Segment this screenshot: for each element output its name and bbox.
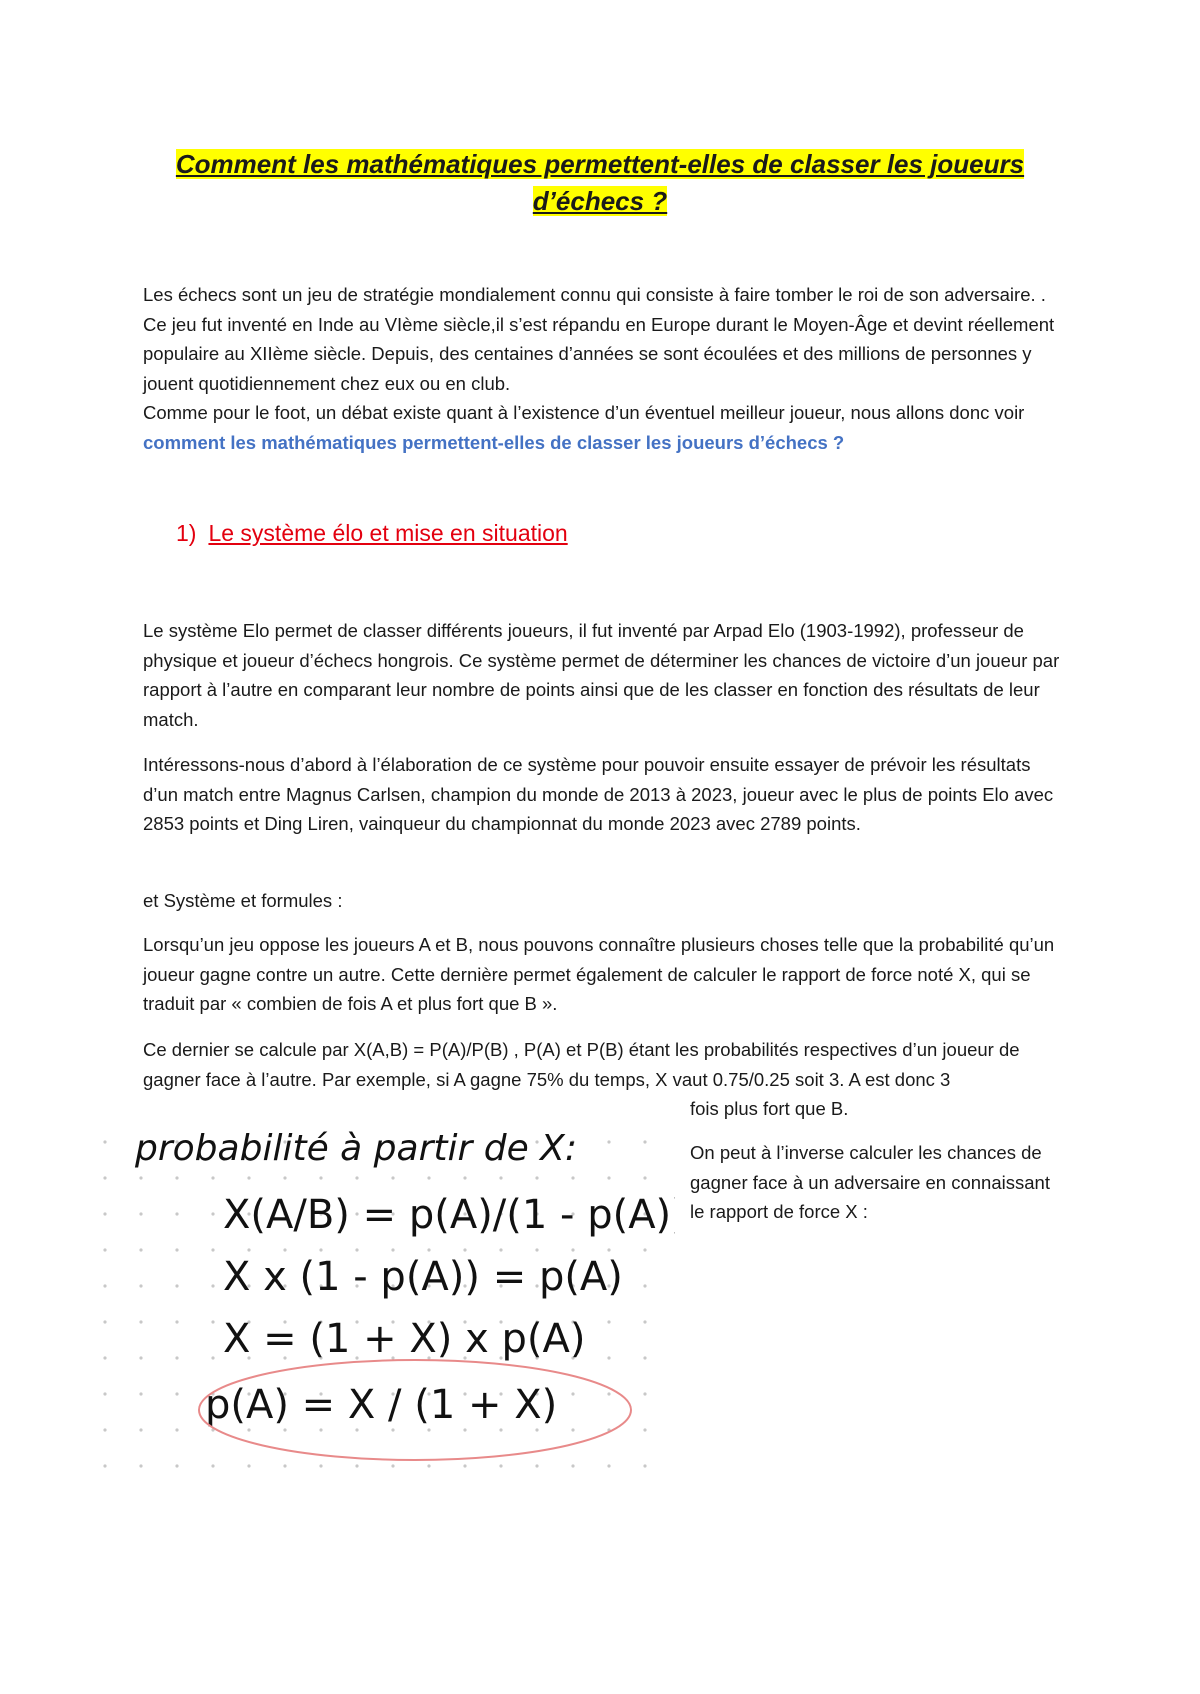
body-paragraph-2: Intéressons-nous d’abord à l’élaboration de ce système pour pouvoir ensuite essayer de prévoir les résultats d’un match entre Magnus Carlsen, champion du monde de 2013 à 2023, joueur avec le plus de points Elo avec 2853 points et Ding Liren, vainqueur du championnat du monde 2023 avec 2789 points. — [143, 754, 1054, 834]
title-line-1: Comment les mathématiques permettent-elles de classer les joueurs — [175, 149, 1025, 179]
section-heading-1 — [176, 520, 568, 547]
section-number: 1) — [176, 520, 197, 546]
formula-line-3: X = (1 + X) x p(A) — [223, 1316, 586, 1362]
formula-line-1: X(A/B) = p(A)/(1 - p(A)) — [223, 1192, 675, 1238]
body-paragraph-3: et Système et formules : — [143, 890, 343, 911]
handwritten-formulas-svg — [95, 1118, 675, 1478]
formula-line-4: p(A) = X / (1 + X) — [205, 1382, 558, 1428]
intro-paragraph-2 — [143, 398, 1068, 457]
handwritten-heading: probabilité à partir de X: — [135, 1128, 577, 1169]
body-paragraph-5: Ce dernier se calcule par X(A,B) = P(A)/P(B) , P(A) et P(B) étant les probabilités respectives d’un joueur de gagner face à l’autre. Par exemple, si A gagne 75% du temps, X vaut 0.75/0.25 soit 3. A est donc 3 — [143, 1039, 1020, 1090]
intro-paragraph-1: Les échecs sont un jeu de stratégie mondialement connu qui consiste à faire tomber le roi de son adversaire. . Ce jeu fut inventé en Inde au VIème siècle,il s’est répandu en Europe durant le Moyen-Âge et devint réellement populaire au XIIème siècle. Depuis, des centaines d’années se sont écoulées et des millions de personnes y jouent quotidiennement chez eux ou en club. — [143, 284, 1055, 394]
section-title: Le système élo et mise en situation — [208, 520, 568, 546]
body-paragraph-5-continued: fois plus fort que B. — [690, 1098, 849, 1119]
body-paragraph-4: Lorsqu’un jeu oppose les joueurs A et B, nous pouvons connaître plusieurs choses telle que la probabilité qu’un joueur gagne contre un autre. Cette dernière permet également de calculer le rapport de force noté X, qui se traduit par « combien de fois A et plus fort que B ». — [143, 934, 1055, 1014]
handwritten-formulas — [95, 1118, 675, 1478]
document-title — [140, 146, 1060, 220]
research-question: comment les mathématiques permettent-elles de classer les joueurs d’échecs ? — [143, 431, 845, 453]
intro-paragraph-2-text: Comme pour le foot, un débat existe quant à l’existence d’un éventuel meilleur joueur, nous allons donc voir — [143, 402, 1025, 423]
formula-line-2: X x (1 - p(A)) = p(A) — [223, 1254, 623, 1300]
body-paragraph-1: Le système Elo permet de classer différents joueurs, il fut inventé par Arpad Elo (1903-1992), professeur de physique et joueur d’échecs hongrois. Ce système permet de déterminer les chances de victoire d’un joueur par rapport à l’autre en comparant leur nombre de points ainsi que de les classer en fonction des résultats de leur match. — [143, 620, 1060, 730]
title-line-2: d’échecs ? — [532, 186, 668, 216]
body-paragraph-6: On peut à l’inverse calculer les chances de gagner face à un adversaire en connaissant le rapport de force X : — [690, 1142, 1050, 1222]
